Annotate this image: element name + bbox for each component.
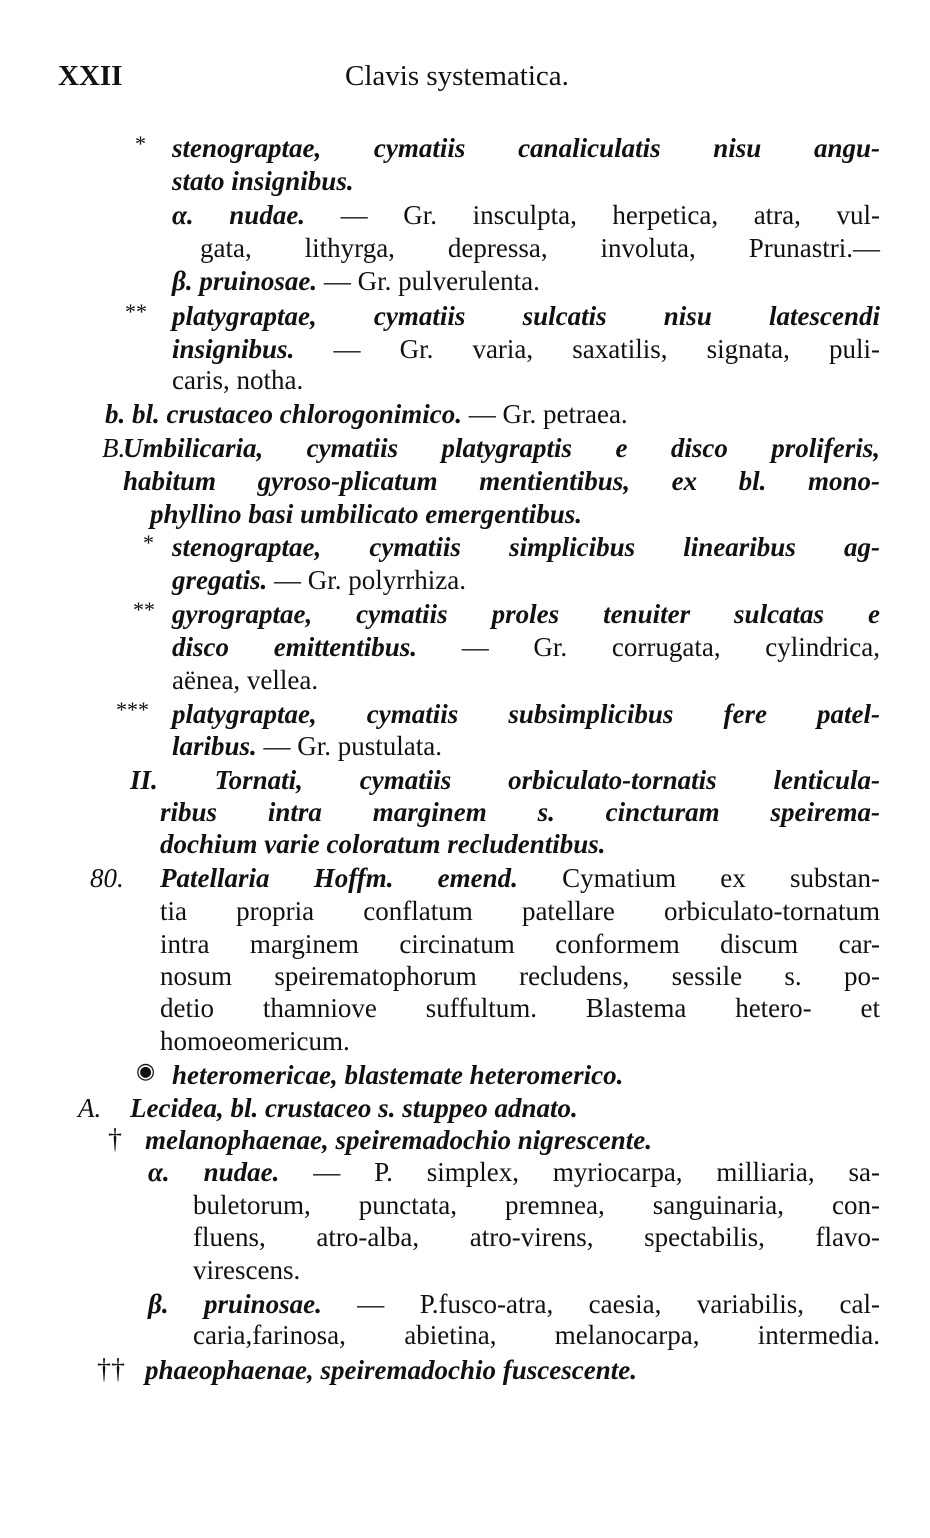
roman-text: fluens, atro-alba, atro-virens, spectabilis, flavo- [193,1222,880,1252]
italic-text: heteromericae, blastemate heteromerico. [172,1060,624,1090]
roman-text: gata, lithyrga, depressa, involuta, Prunastri.— [200,233,880,263]
italic-text: stato insignibus. [172,166,354,196]
roman-text: — Gr. polyrrhiza. [267,565,466,595]
text-line [193,1221,880,1253]
text-line [160,960,880,992]
italic-text: b. bl. crustaceo chlorogonimico. [105,399,462,429]
roman-text: buletorum, punctata, premnea, sanguinaria, con- [193,1190,880,1220]
italic-text: gregatis. [172,565,268,595]
text-line [160,992,880,1024]
italic-text: α. nudae. [172,200,306,230]
roman-text: — Gr. pulverulenta. [317,266,540,296]
italic-text: platygraptae, cymatiis sulcatis nisu latescendi [172,301,880,331]
text-line [123,432,880,464]
text-line [172,199,880,231]
text-line [193,1189,880,1221]
text-line [160,895,880,927]
roman-text: nosum speirematophorum recludens, sessile s. po- [160,961,880,991]
text-line [172,631,880,663]
text-line [130,764,880,796]
italic-text: platygraptae, cymatiis subsimplicibus fere patel- [172,699,880,729]
text-line [160,862,880,894]
text-line [172,564,466,596]
section-marker: * [143,530,154,555]
roman-text: — Gr. petraea. [462,399,628,429]
roman-text: detio thamniove suffultum. Blastema hetero- et [160,993,880,1023]
text-line [150,498,582,530]
text-line [172,698,880,730]
text-line [148,1156,880,1188]
roman-text: Cymatium ex substan- [517,863,880,893]
section-marker: B. [102,433,126,463]
text-line [172,165,354,197]
text-line [105,398,628,430]
section-marker: † [108,1124,122,1155]
roman-text: caria,farinosa, abietina, melanocarpa, intermedia. [193,1320,880,1350]
text-line [172,132,880,164]
italic-text: melanophaenae, speiremadochio nigrescente. [145,1125,652,1155]
section-marker: * [135,131,146,156]
section-marker: 80. [90,863,124,893]
italic-text: disco emittentibus. [172,632,417,662]
italic-text: stenograptae, cymatiis canaliculatis nisu angu- [172,133,880,163]
section-marker: *** [116,697,149,722]
text-line [172,730,442,762]
roman-text: — Gr. insculpta, herpetica, atra, vul- [305,200,881,230]
text-line [160,796,880,828]
text-line [123,465,880,497]
italic-text: β. pruinosae. [148,1289,322,1319]
italic-text: gyrograptae, cymatiis proles tenuiter sulcatas e [172,599,880,629]
text-line [160,1025,350,1057]
text-line [200,232,880,264]
text-line [193,1319,880,1351]
roman-text: — Gr. varia, saxatilis, signata, puli- [294,334,880,364]
italic-text: habitum gyroso-plicatum mentientibus, ex bl. mono- [123,466,880,496]
roman-text: aënea, vellea. [172,665,319,695]
roman-text: tia propria conflatum patellare orbiculato-tornatum [160,896,880,926]
text-line [145,1124,652,1156]
italic-text: Lecidea, bl. crustaceo s. stuppeo adnato. [130,1093,578,1123]
roman-text: — P. simplex, myriocarpa, milliaria, sa- [279,1157,881,1187]
roman-text: intra marginem circinatum conformem discum car- [160,929,880,959]
text-line [172,531,880,563]
italic-text: insignibus. [172,334,295,364]
roman-text: — P.fusco-atra, caesia, variabilis, cal- [321,1289,880,1319]
text-line [172,333,880,365]
text-line [193,1254,300,1286]
text-line [172,1059,623,1091]
italic-text: II. Tornati, cymatiis orbiculato-tornatis lenticula- [130,765,880,795]
text-line [172,265,540,297]
text-line [160,828,606,860]
italic-text: β. pruinosae. [172,266,318,296]
text-line [130,1092,578,1124]
italic-text: stenograptae, cymatiis simplicibus linearibus ag- [172,532,880,562]
italic-text: ribus intra marginem s. cincturam speirema- [160,797,880,827]
italic-text: laribus. [172,731,257,761]
roman-text: — Gr. corrugata, cylindrica, [416,632,880,662]
text-line [145,1354,637,1386]
roman-text: homoeomericum. [160,1026,350,1056]
italic-text: dochium varie coloratum recludentibus. [160,829,606,859]
text-line [172,664,318,696]
section-marker: ◉ [136,1058,156,1083]
section-marker: †† [97,1354,125,1385]
section-marker: ** [125,299,147,324]
text-line [160,928,880,960]
roman-text: — Gr. pustulata. [256,731,443,761]
running-title: Clavis systematica. [345,60,569,92]
text-line [172,364,303,396]
italic-text: Umbilicaria, cymatiis platygraptis e disco proliferis, [123,433,880,463]
page-number: XXII [58,60,123,92]
text-line [172,300,880,332]
italic-text: Patellaria Hoffm. emend. [160,863,518,893]
italic-text: phaeophaenae, speiremadochio fuscescente. [145,1355,637,1385]
section-marker: ** [133,597,155,622]
roman-text: virescens. [193,1255,301,1285]
roman-text: caris, notha. [172,365,304,395]
italic-text: α. nudae. [148,1157,280,1187]
text-line [172,598,880,630]
text-line [148,1288,880,1320]
italic-text: phyllino basi umbilicato emergentibus. [150,499,583,529]
section-marker: A. [78,1093,102,1123]
